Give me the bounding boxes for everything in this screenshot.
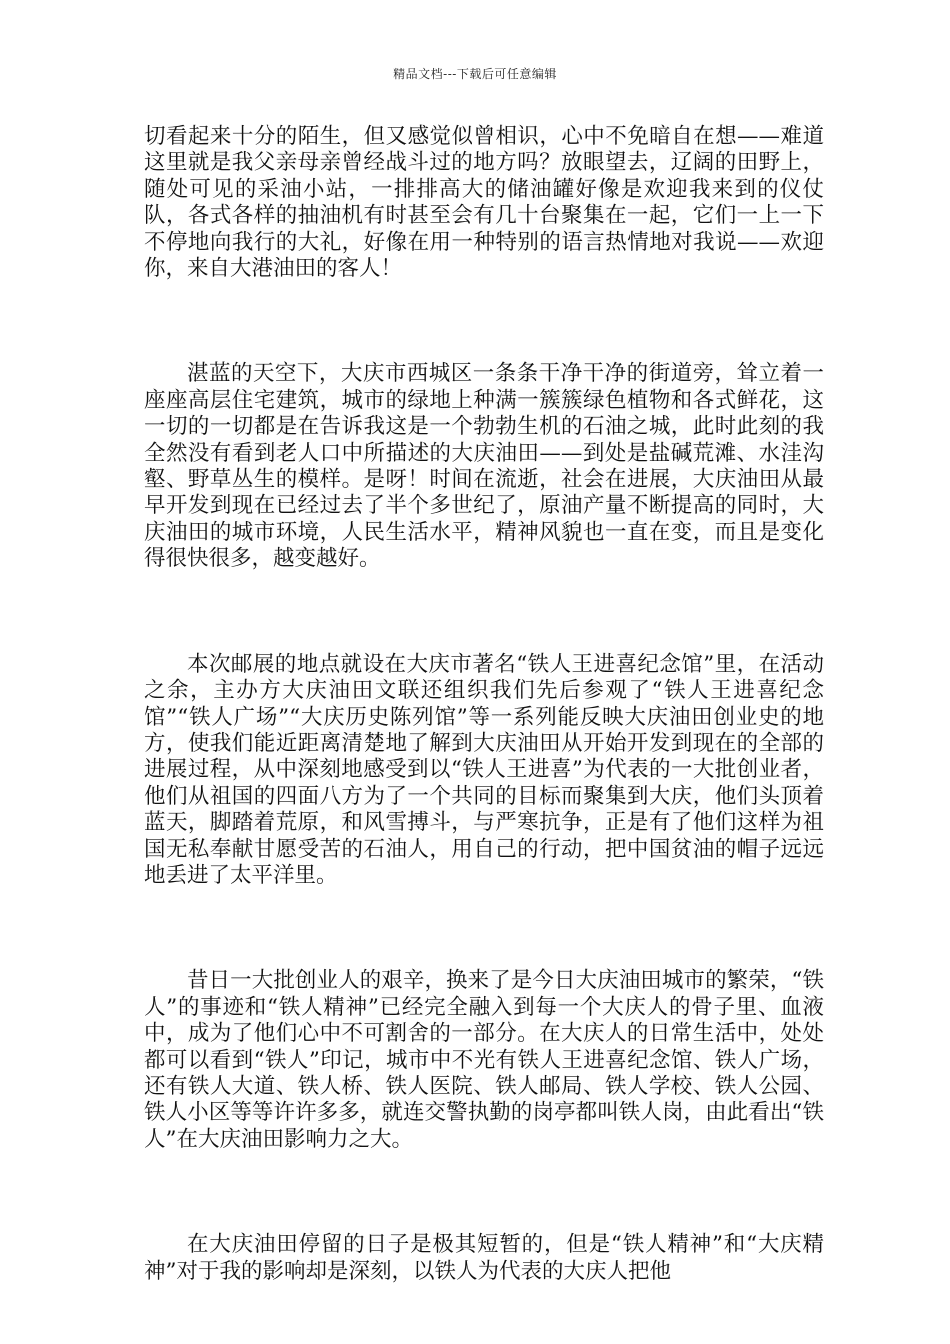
paragraph-5: 在大庆油田停留的日子是极其短暂的，但是“铁人精神”和“大庆精神”对于我的影响却是深刻，以铁人为代表的大庆人把他 bbox=[144, 1232, 824, 1284]
document-body bbox=[144, 124, 824, 1285]
paragraph-3: 本次邮展的地点就设在大庆市著名“铁人王进喜纪念馆”里，在活动之余，主办方大庆油田文联还组织我们先后参观了“铁人王进喜纪念馆”“铁人广场”“大庆历史陈列馆”等一系列能反映大庆油田创业史的地方，使我们能近距离清楚地了解到大庆油田从开始开发到现在的全部的进展过程，从中深刻地感受到以“铁人王进喜”为代表的一大批创业者，他们从祖国的四面八方为了一个共同的目标而聚集到大庆，他们头顶着蓝天，脚踏着荒原，和风雪搏斗，与严寒抗争，正是有了他们这样为祖国无私奉献甘愿受苦的石油人，用自己的行动，把中国贫油的帽子远远地丢进了太平洋里。 bbox=[144, 651, 824, 888]
paragraph-2: 湛蓝的天空下，大庆市西城区一条条干净干净的街道旁，耸立着一座座高层住宅建筑，城市的绿地上种满一簇簇绿色植物和各式鲜花，这一切的一切都是在告诉我这是一个勃勃生机的石油之城，此时此刻的我全然没有看到老人口中所描述的大庆油田——到处是盐碱荒滩、水洼沟壑、野草丛生的模样。是呀！时间在流逝，社会在进展，大庆油田从最早开发到现在已经过去了半个多世纪了，原油产量不断提高的同时，大庆油田的城市环境，人民生活水平，精神风貌也一直在变，而且是变化得很快很多，越变越好。 bbox=[144, 361, 824, 572]
page-header: 精品文档---下载后可任意编辑 bbox=[393, 67, 557, 81]
paragraph-4: 昔日一大批创业人的艰辛，换来了是今日大庆油田城市的繁荣，“铁人”的事迹和“铁人精神”已经完全融入到每一个大庆人的骨子里、血液中，成为了他们心中不可割舍的一部分。在大庆人的日常生活中，处处都可以看到“铁人”印记，城市中不光有铁人王进喜纪念馆、铁人广场，还有铁人大道、铁人桥、铁人医院、铁人邮局、铁人学校、铁人公园、铁人小区等等许许多多，就连交警执勤的岗亭都叫铁人岗，由此看出“铁人”在大庆油田影响力之大。 bbox=[144, 968, 824, 1152]
paragraph-1: 切看起来十分的陌生，但又感觉似曾相识，心中不免暗自在想——难道这里就是我父亲母亲曾经战斗过的地方吗？放眼望去，辽阔的田野上，随处可见的采油小站，一排排高大的储油罐好像是欢迎我来到的仪仗队，各式各样的抽油机有时甚至会有几十台聚集在一起，它们一上一下不停地向我行的大礼，好像在用一种特别的语言热情地对我说——欢迎你，来自大港油田的客人！ bbox=[144, 124, 824, 282]
